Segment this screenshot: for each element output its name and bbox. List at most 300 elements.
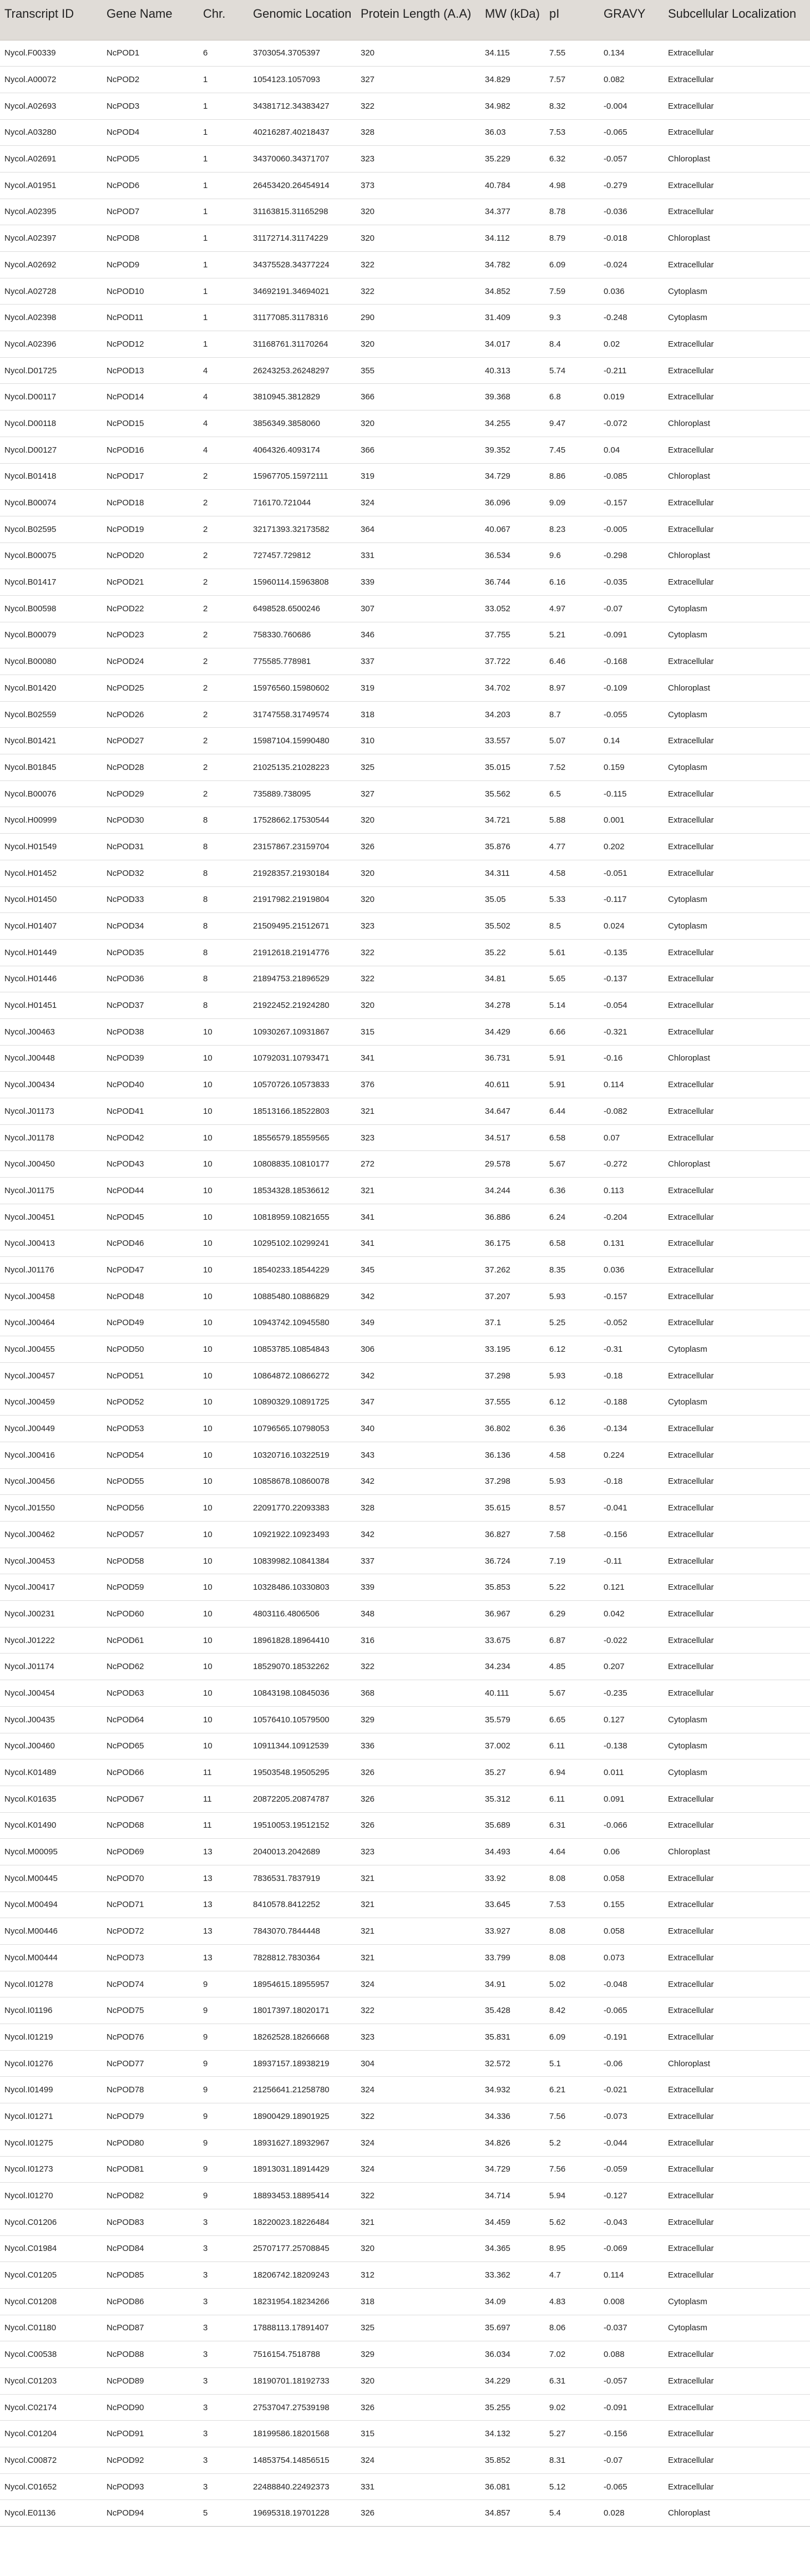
cell-subcellular-localization: Extracellular — [664, 2447, 810, 2474]
cell-protein-length: 327 — [356, 780, 480, 807]
cell-gravy: -0.065 — [599, 1997, 664, 2024]
cell-pi: 6.5 — [545, 780, 599, 807]
cell-genomic-location: 10853785.10854843 — [249, 1336, 356, 1363]
cell-gravy: -0.117 — [599, 886, 664, 913]
cell-transcript-id: Nycol.B00076 — [0, 780, 102, 807]
cell-protein-length: 373 — [356, 172, 480, 199]
cell-molecular-weight: 33.362 — [480, 2262, 545, 2289]
cell-transcript-id: Nycol.B01417 — [0, 569, 102, 596]
table-row — [0, 410, 810, 437]
cell-pi: 6.44 — [545, 1098, 599, 1125]
table-row — [0, 1362, 810, 1389]
cell-gene-name: NcPOD30 — [102, 807, 199, 834]
cell-gene-name: NcPOD1 — [102, 40, 199, 67]
table-row — [0, 701, 810, 728]
cell-gravy: -0.054 — [599, 992, 664, 1019]
cell-protein-length: 323 — [356, 146, 480, 173]
cell-protein-length: 323 — [356, 1124, 480, 1151]
cell-transcript-id: Nycol.J01178 — [0, 1124, 102, 1151]
cell-protein-length: 339 — [356, 569, 480, 596]
cell-genomic-location: 21928357.21930184 — [249, 860, 356, 886]
cell-chromosome: 10 — [199, 1627, 249, 1654]
cell-gravy: -0.091 — [599, 2394, 664, 2421]
table-row — [0, 146, 810, 173]
cell-subcellular-localization: Extracellular — [664, 1522, 810, 1548]
cell-transcript-id: Nycol.J00462 — [0, 1522, 102, 1548]
cell-gravy: -0.021 — [599, 2077, 664, 2103]
cell-gene-name: NcPOD38 — [102, 1018, 199, 1045]
cell-molecular-weight: 33.799 — [480, 1945, 545, 1971]
cell-molecular-weight: 34.647 — [480, 1098, 545, 1125]
cell-transcript-id: Nycol.M00445 — [0, 1865, 102, 1892]
cell-protein-length: 306 — [356, 1336, 480, 1363]
cell-gene-name: NcPOD84 — [102, 2235, 199, 2262]
cell-transcript-id: Nycol.J00454 — [0, 1680, 102, 1707]
cell-transcript-id: Nycol.H01450 — [0, 886, 102, 913]
cell-genomic-location: 21894753.21896529 — [249, 966, 356, 992]
cell-genomic-location: 10911344.10912539 — [249, 1733, 356, 1759]
cell-transcript-id: Nycol.I01499 — [0, 2077, 102, 2103]
cell-gene-name: NcPOD68 — [102, 1812, 199, 1839]
cell-gene-name: NcPOD24 — [102, 648, 199, 675]
cell-pi: 9.02 — [545, 2394, 599, 2421]
cell-pi: 5.93 — [545, 1362, 599, 1389]
table-row — [0, 860, 810, 886]
table-row — [0, 2235, 810, 2262]
cell-chromosome: 13 — [199, 1892, 249, 1918]
cell-gene-name: NcPOD53 — [102, 1416, 199, 1442]
cell-pi: 9.6 — [545, 542, 599, 569]
cell-chromosome: 1 — [199, 305, 249, 331]
cell-molecular-weight: 35.27 — [480, 1759, 545, 1786]
cell-transcript-id: Nycol.B01418 — [0, 463, 102, 490]
cell-gene-name: NcPOD25 — [102, 675, 199, 702]
cell-molecular-weight: 35.615 — [480, 1495, 545, 1522]
cell-molecular-weight: 34.826 — [480, 2129, 545, 2156]
cell-subcellular-localization: Chloroplast — [664, 463, 810, 490]
cell-molecular-weight: 37.1 — [480, 1310, 545, 1336]
cell-chromosome: 8 — [199, 860, 249, 886]
cell-gravy: 0.073 — [599, 1945, 664, 1971]
cell-gravy: -0.065 — [599, 2473, 664, 2500]
table-row — [0, 1548, 810, 1574]
cell-genomic-location: 18220023.18226484 — [249, 2209, 356, 2235]
cell-gene-name: NcPOD94 — [102, 2500, 199, 2527]
cell-gravy: 0.07 — [599, 1124, 664, 1151]
cell-pi: 6.46 — [545, 648, 599, 675]
cell-pi: 7.52 — [545, 754, 599, 781]
cell-pi: 9.3 — [545, 305, 599, 331]
cell-gene-name: NcPOD82 — [102, 2183, 199, 2209]
cell-molecular-weight: 34.311 — [480, 860, 545, 886]
cell-genomic-location: 10890329.10891725 — [249, 1389, 356, 1416]
cell-genomic-location: 18961828.18964410 — [249, 1627, 356, 1654]
cell-subcellular-localization: Chloroplast — [664, 146, 810, 173]
cell-genomic-location: 18913031.18914429 — [249, 2156, 356, 2183]
cell-subcellular-localization: Cytoplasm — [664, 913, 810, 940]
cell-transcript-id: Nycol.A02398 — [0, 305, 102, 331]
cell-gravy: 0.036 — [599, 278, 664, 305]
cell-molecular-weight: 29.578 — [480, 1151, 545, 1178]
cell-protein-length: 326 — [356, 2500, 480, 2527]
cell-subcellular-localization: Extracellular — [664, 1230, 810, 1257]
cell-molecular-weight: 35.579 — [480, 1706, 545, 1733]
cell-protein-length: 329 — [356, 1706, 480, 1733]
header-gravy: GRAVY — [599, 0, 664, 40]
cell-molecular-weight: 34.377 — [480, 199, 545, 225]
cell-molecular-weight: 34.829 — [480, 67, 545, 93]
cell-pi: 4.58 — [545, 1442, 599, 1468]
cell-transcript-id: Nycol.C02174 — [0, 2394, 102, 2421]
cell-protein-length: 340 — [356, 1416, 480, 1442]
cell-transcript-id: Nycol.I01276 — [0, 2050, 102, 2077]
table-row — [0, 1522, 810, 1548]
cell-subcellular-localization: Extracellular — [664, 199, 810, 225]
cell-gene-name: NcPOD43 — [102, 1151, 199, 1178]
cell-gravy: 0.202 — [599, 834, 664, 860]
cell-gravy: 0.155 — [599, 1892, 664, 1918]
table-row — [0, 278, 810, 305]
cell-gravy: -0.168 — [599, 648, 664, 675]
cell-transcript-id: Nycol.C01205 — [0, 2262, 102, 2289]
cell-genomic-location: 10576410.10579500 — [249, 1706, 356, 1733]
cell-protein-length: 326 — [356, 1812, 480, 1839]
cell-genomic-location: 2040013.2042689 — [249, 1839, 356, 1865]
table-row — [0, 2209, 810, 2235]
cell-pi: 4.97 — [545, 595, 599, 622]
table-row — [0, 2473, 810, 2500]
cell-chromosome: 1 — [199, 67, 249, 93]
cell-gravy: -0.041 — [599, 1495, 664, 1522]
cell-subcellular-localization: Extracellular — [664, 728, 810, 754]
cell-subcellular-localization: Extracellular — [664, 2341, 810, 2368]
cell-transcript-id: Nycol.A02397 — [0, 225, 102, 252]
cell-gene-name: NcPOD28 — [102, 754, 199, 781]
cell-pi: 4.7 — [545, 2262, 599, 2289]
cell-transcript-id: Nycol.J01222 — [0, 1627, 102, 1654]
cell-molecular-weight: 36.081 — [480, 2473, 545, 2500]
cell-transcript-id: Nycol.A02692 — [0, 252, 102, 278]
header-subcellular-localization: Subcellular Localization — [664, 0, 810, 40]
cell-gene-name: NcPOD35 — [102, 939, 199, 966]
cell-transcript-id: Nycol.A02693 — [0, 93, 102, 119]
cell-pi: 7.59 — [545, 278, 599, 305]
cell-protein-length: 355 — [356, 357, 480, 384]
cell-transcript-id: Nycol.J00459 — [0, 1389, 102, 1416]
cell-gravy: -0.321 — [599, 1018, 664, 1045]
cell-gene-name: NcPOD76 — [102, 2024, 199, 2051]
cell-gravy: -0.082 — [599, 1098, 664, 1125]
cell-subcellular-localization: Extracellular — [664, 1204, 810, 1230]
cell-molecular-weight: 34.234 — [480, 1654, 545, 1680]
cell-subcellular-localization: Extracellular — [664, 939, 810, 966]
cell-gravy: -0.272 — [599, 1151, 664, 1178]
cell-pi: 6.58 — [545, 1230, 599, 1257]
cell-protein-length: 341 — [356, 1045, 480, 1072]
cell-subcellular-localization: Extracellular — [664, 437, 810, 463]
cell-genomic-location: 18190701.18192733 — [249, 2368, 356, 2395]
cell-subcellular-localization: Extracellular — [664, 490, 810, 516]
cell-protein-length: 321 — [356, 2209, 480, 2235]
cell-gravy: -0.298 — [599, 542, 664, 569]
cell-chromosome: 1 — [199, 93, 249, 119]
cell-chromosome: 11 — [199, 1759, 249, 1786]
cell-chromosome: 13 — [199, 1945, 249, 1971]
cell-transcript-id: Nycol.A03280 — [0, 119, 102, 146]
cell-chromosome: 10 — [199, 1495, 249, 1522]
cell-subcellular-localization: Extracellular — [664, 2024, 810, 2051]
cell-genomic-location: 3810945.3812829 — [249, 384, 356, 410]
cell-pi: 7.53 — [545, 119, 599, 146]
cell-molecular-weight: 34.852 — [480, 278, 545, 305]
cell-protein-length: 322 — [356, 252, 480, 278]
cell-molecular-weight: 36.731 — [480, 1045, 545, 1072]
table-row — [0, 305, 810, 331]
cell-transcript-id: Nycol.J00457 — [0, 1362, 102, 1389]
cell-gravy: -0.11 — [599, 1548, 664, 1574]
table-row — [0, 1151, 810, 1178]
cell-molecular-weight: 34.81 — [480, 966, 545, 992]
cell-molecular-weight: 34.115 — [480, 40, 545, 67]
cell-transcript-id: Nycol.A02395 — [0, 199, 102, 225]
cell-subcellular-localization: Extracellular — [664, 1654, 810, 1680]
header-transcript-id: Transcript ID — [0, 0, 102, 40]
cell-gene-name: NcPOD59 — [102, 1574, 199, 1601]
cell-molecular-weight: 35.229 — [480, 146, 545, 173]
cell-protein-length: 342 — [356, 1362, 480, 1389]
cell-transcript-id: Nycol.K01489 — [0, 1759, 102, 1786]
cell-protein-length: 323 — [356, 1839, 480, 1865]
cell-gene-name: NcPOD65 — [102, 1733, 199, 1759]
cell-subcellular-localization: Extracellular — [664, 1627, 810, 1654]
cell-subcellular-localization: Extracellular — [664, 1362, 810, 1389]
cell-transcript-id: Nycol.J00413 — [0, 1230, 102, 1257]
cell-molecular-weight: 35.428 — [480, 1997, 545, 2024]
cell-molecular-weight: 33.195 — [480, 1336, 545, 1363]
cell-gene-name: NcPOD55 — [102, 1468, 199, 1495]
cell-transcript-id: Nycol.H01446 — [0, 966, 102, 992]
cell-protein-length: 315 — [356, 1018, 480, 1045]
cell-protein-length: 290 — [356, 305, 480, 331]
cell-subcellular-localization: Extracellular — [664, 1416, 810, 1442]
cell-pi: 5.21 — [545, 622, 599, 648]
cell-subcellular-localization: Extracellular — [664, 860, 810, 886]
cell-gravy: 0.06 — [599, 1839, 664, 1865]
table-row — [0, 357, 810, 384]
cell-gravy: 0.159 — [599, 754, 664, 781]
cell-pi: 4.64 — [545, 1839, 599, 1865]
cell-pi: 5.93 — [545, 1283, 599, 1310]
cell-pi: 6.31 — [545, 2368, 599, 2395]
cell-molecular-weight: 37.298 — [480, 1362, 545, 1389]
cell-chromosome: 8 — [199, 966, 249, 992]
cell-gravy: 0.14 — [599, 728, 664, 754]
cell-transcript-id: Nycol.J00453 — [0, 1548, 102, 1574]
cell-molecular-weight: 35.255 — [480, 2394, 545, 2421]
table-row — [0, 1574, 810, 1601]
cell-molecular-weight: 36.03 — [480, 119, 545, 146]
table-row — [0, 622, 810, 648]
cell-genomic-location: 21256641.21258780 — [249, 2077, 356, 2103]
cell-molecular-weight: 36.534 — [480, 542, 545, 569]
cell-subcellular-localization: Extracellular — [664, 331, 810, 358]
cell-molecular-weight: 34.229 — [480, 2368, 545, 2395]
cell-pi: 6.11 — [545, 1733, 599, 1759]
cell-gravy: -0.156 — [599, 1522, 664, 1548]
cell-genomic-location: 7843070.7844448 — [249, 1918, 356, 1945]
cell-molecular-weight: 33.927 — [480, 1918, 545, 1945]
cell-transcript-id: Nycol.B01421 — [0, 728, 102, 754]
cell-genomic-location: 4064326.4093174 — [249, 437, 356, 463]
cell-gene-name: NcPOD6 — [102, 172, 199, 199]
cell-molecular-weight: 40.067 — [480, 516, 545, 542]
table-row — [0, 1786, 810, 1812]
cell-pi: 5.14 — [545, 992, 599, 1019]
table-row — [0, 67, 810, 93]
cell-subcellular-localization: Extracellular — [664, 2183, 810, 2209]
cell-chromosome: 1 — [199, 119, 249, 146]
cell-subcellular-localization: Extracellular — [664, 1574, 810, 1601]
cell-transcript-id: Nycol.M00494 — [0, 1892, 102, 1918]
cell-protein-length: 320 — [356, 331, 480, 358]
table-row — [0, 1389, 810, 1416]
cell-gravy: 0.02 — [599, 331, 664, 358]
cell-gravy: -0.072 — [599, 410, 664, 437]
cell-gene-name: NcPOD91 — [102, 2421, 199, 2447]
cell-gene-name: NcPOD10 — [102, 278, 199, 305]
cell-gravy: 0.224 — [599, 1442, 664, 1468]
cell-chromosome: 11 — [199, 1786, 249, 1812]
cell-molecular-weight: 40.784 — [480, 172, 545, 199]
cell-genomic-location: 34375528.34377224 — [249, 252, 356, 278]
cell-gene-name: NcPOD52 — [102, 1389, 199, 1416]
table-row — [0, 1865, 810, 1892]
cell-gene-name: NcPOD89 — [102, 2368, 199, 2395]
cell-transcript-id: Nycol.H01451 — [0, 992, 102, 1019]
cell-genomic-location: 21922452.21924280 — [249, 992, 356, 1019]
table-row — [0, 992, 810, 1019]
table-row — [0, 966, 810, 992]
table-row — [0, 675, 810, 702]
cell-molecular-weight: 34.365 — [480, 2235, 545, 2262]
cell-pi: 8.23 — [545, 516, 599, 542]
cell-genomic-location: 18262528.18266668 — [249, 2024, 356, 2051]
cell-molecular-weight: 37.298 — [480, 1468, 545, 1495]
cell-protein-length: 320 — [356, 225, 480, 252]
cell-molecular-weight: 31.409 — [480, 305, 545, 331]
cell-genomic-location: 10328486.10330803 — [249, 1574, 356, 1601]
cell-genomic-location: 10921922.10923493 — [249, 1522, 356, 1548]
cell-protein-length: 331 — [356, 2473, 480, 2500]
cell-subcellular-localization: Extracellular — [664, 1918, 810, 1945]
cell-chromosome: 3 — [199, 2315, 249, 2341]
cell-gravy: -0.055 — [599, 701, 664, 728]
cell-molecular-weight: 36.967 — [480, 1601, 545, 1627]
cell-molecular-weight: 35.831 — [480, 2024, 545, 2051]
cell-transcript-id: Nycol.H01549 — [0, 834, 102, 860]
table-row — [0, 1124, 810, 1151]
cell-gene-name: NcPOD63 — [102, 1680, 199, 1707]
table-row — [0, 2156, 810, 2183]
cell-protein-length: 343 — [356, 1442, 480, 1468]
cell-gene-name: NcPOD23 — [102, 622, 199, 648]
cell-gene-name: NcPOD18 — [102, 490, 199, 516]
cell-gene-name: NcPOD77 — [102, 2050, 199, 2077]
cell-gravy: 0.082 — [599, 67, 664, 93]
cell-gene-name: NcPOD45 — [102, 1204, 199, 1230]
cell-chromosome: 2 — [199, 516, 249, 542]
cell-transcript-id: Nycol.D00118 — [0, 410, 102, 437]
table-row — [0, 384, 810, 410]
cell-protein-length: 328 — [356, 1495, 480, 1522]
cell-pi: 7.56 — [545, 2103, 599, 2130]
cell-genomic-location: 775585.778981 — [249, 648, 356, 675]
cell-gravy: -0.204 — [599, 1204, 664, 1230]
cell-subcellular-localization: Extracellular — [664, 357, 810, 384]
cell-pi: 5.22 — [545, 1574, 599, 1601]
cell-subcellular-localization: Chloroplast — [664, 225, 810, 252]
cell-gravy: -0.065 — [599, 119, 664, 146]
cell-gravy: -0.005 — [599, 516, 664, 542]
cell-subcellular-localization: Cytoplasm — [664, 305, 810, 331]
cell-protein-length: 320 — [356, 199, 480, 225]
cell-gene-name: NcPOD4 — [102, 119, 199, 146]
cell-protein-length: 310 — [356, 728, 480, 754]
cell-chromosome: 10 — [199, 1442, 249, 1468]
cell-genomic-location: 18017397.18020171 — [249, 1997, 356, 2024]
cell-chromosome: 2 — [199, 728, 249, 754]
cell-protein-length: 322 — [356, 939, 480, 966]
cell-pi: 5.62 — [545, 2209, 599, 2235]
cell-genomic-location: 18556579.18559565 — [249, 1124, 356, 1151]
cell-chromosome: 5 — [199, 2500, 249, 2527]
cell-subcellular-localization: Cytoplasm — [664, 754, 810, 781]
cell-gene-name: NcPOD31 — [102, 834, 199, 860]
cell-gravy: -0.037 — [599, 2315, 664, 2341]
cell-transcript-id: Nycol.I01275 — [0, 2129, 102, 2156]
cell-pi: 5.33 — [545, 886, 599, 913]
cell-gravy: 0.114 — [599, 2262, 664, 2289]
cell-protein-length: 324 — [356, 2129, 480, 2156]
cell-subcellular-localization: Extracellular — [664, 1945, 810, 1971]
header-gene-name: Gene Name — [102, 0, 199, 40]
cell-pi: 8.08 — [545, 1945, 599, 1971]
cell-chromosome: 10 — [199, 1389, 249, 1416]
cell-pi: 5.88 — [545, 807, 599, 834]
cell-genomic-location: 10858678.10860078 — [249, 1468, 356, 1495]
cell-transcript-id: Nycol.B00075 — [0, 542, 102, 569]
cell-gravy: -0.035 — [599, 569, 664, 596]
cell-gene-name: NcPOD85 — [102, 2262, 199, 2289]
table-row — [0, 1971, 810, 1997]
cell-subcellular-localization: Chloroplast — [664, 542, 810, 569]
cell-molecular-weight: 39.352 — [480, 437, 545, 463]
cell-gene-name: NcPOD61 — [102, 1627, 199, 1654]
table-row — [0, 569, 810, 596]
table-row — [0, 119, 810, 146]
cell-chromosome: 2 — [199, 622, 249, 648]
cell-chromosome: 2 — [199, 754, 249, 781]
cell-pi: 5.12 — [545, 2473, 599, 2500]
cell-protein-length: 376 — [356, 1072, 480, 1098]
cell-gene-name: NcPOD58 — [102, 1548, 199, 1574]
cell-gravy: 0.088 — [599, 2341, 664, 2368]
cell-molecular-weight: 33.92 — [480, 1865, 545, 1892]
cell-gravy: 0.207 — [599, 1654, 664, 1680]
cell-pi: 6.11 — [545, 1786, 599, 1812]
cell-subcellular-localization: Cytoplasm — [664, 278, 810, 305]
cell-pi: 6.21 — [545, 2077, 599, 2103]
